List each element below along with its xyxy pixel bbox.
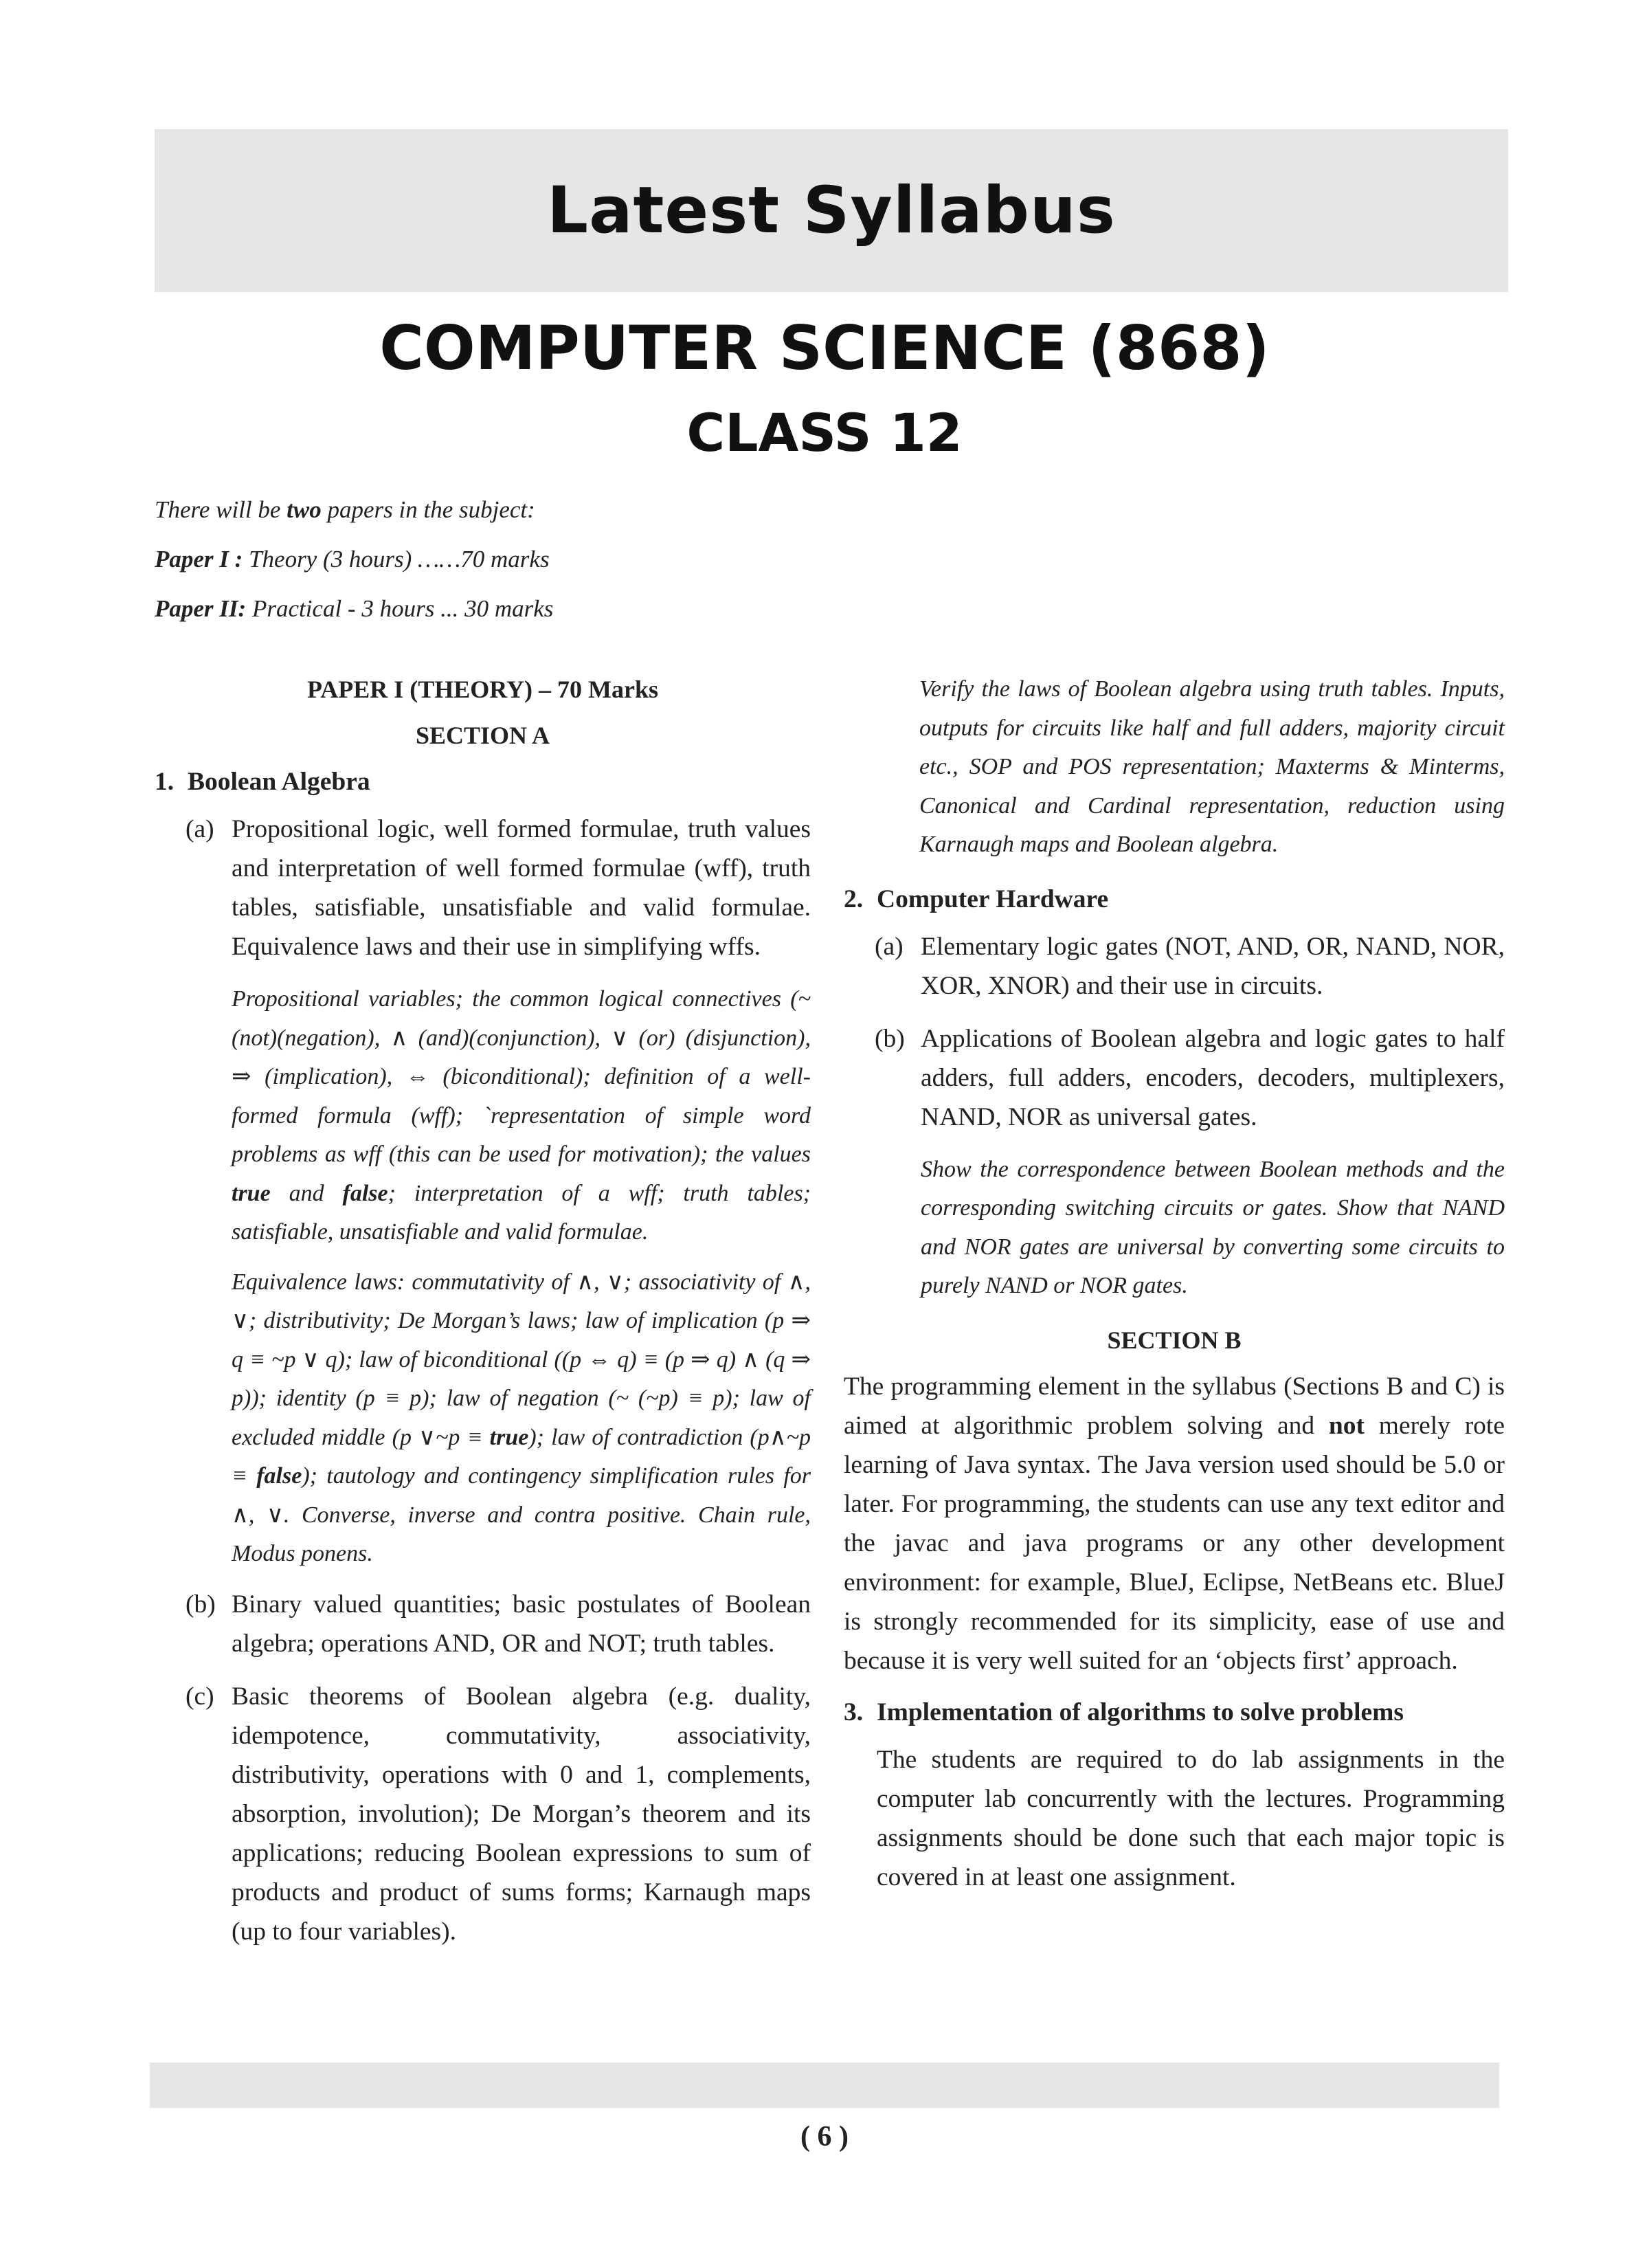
subtopic-label: (b) [186,1590,216,1619]
desc-text: ; interpretation of a wff; truth tables; satisfiable, unsatisfiable and valid formulae. [232,1180,811,1245]
subtopic-a [844,927,1505,1005]
subtopic-text: Binary valued quantities; basic postulates of Boolean algebra; operations AND, OR and NOT; truth tables. [232,1590,811,1658]
subject-title: COMPUTER SCIENCE (868) [379,313,1270,383]
page-number: ( 6 ) [800,2121,849,2153]
paper1-label: Paper I : [155,546,243,572]
paper2-text: Practical - 3 hours ... 30 marks [246,595,554,622]
paper-heading: PAPER I (THEORY) – 70 Marks [306,676,659,703]
right-column [844,670,1505,1897]
topic-title: Implementation of algorithms to solve problems [877,1698,1404,1726]
desc-text: ); law of contradiction (p∧~p ≡ [232,1424,811,1489]
topic-heading [844,1693,1505,1732]
subtopic-label: (a) [875,932,904,961]
header-banner [155,129,1508,292]
intro-bold: two [287,496,322,523]
desc-text: and [270,1180,343,1206]
topic-number: 3. [844,1698,864,1726]
topic-paragraph: The students are required to do lab assignments in the computer lab concurrently with the lectures. Programming assignments should be done such that each major topic is covered in at least one assignment. [877,1745,1505,1891]
section-b-paragraph [844,1367,1505,1680]
subtopic-c [155,1677,811,1951]
subtopic-description [155,1263,811,1574]
subtopic-b [155,1585,811,1663]
topic-title: Computer Hardware [877,885,1109,913]
paper1-text: Theory (3 hours) ……70 marks [243,546,550,572]
intro-text: papers in the subject: [321,496,535,523]
paper2-line [155,592,1508,625]
desc-bold: false [256,1463,302,1489]
desc-bold: true [232,1180,271,1206]
intro-text: There will be [155,496,287,523]
subtopic-a [155,810,811,966]
subtopic-description [155,980,811,1252]
intro-line [155,493,1508,526]
para-text: merely rote learning of Java syntax. The Java version used should be 5.0 or later. For programming, the students can use any text editor and the javac and java programs or any other development environment: for example, BlueJ, Eclipse, NetBeans etc. BlueJ is strongly recommended for its simplicity, ease of use and because it is very well suited for an ‘objects first’ approach. [844,1411,1505,1675]
left-column [155,670,811,1965]
subtopic-description: Verify the laws of Boolean algebra using truth tables. Inputs, outputs for circuits like half and full adders, majority circuit etc., SOP and POS representation; Maxterms & Minterms, Canonical and Cardinal representation, reduction using Karnaugh maps and Boolean algebra. [919,676,1505,857]
intro [155,493,1508,642]
topic-number: 2. [844,885,864,913]
section-b-heading: SECTION B [1107,1326,1242,1354]
topic-heading [155,762,811,801]
subtopic-text: Basic theorems of Boolean algebra (e.g. duality, idempotence, commutativity, associativity, distributivity, operations with 0 and 1, complements, absorption, involution); De Morgan’s theorem and its applications; reducing Boolean expressions to sum of products and product of sums forms; Karnaugh maps (up to four variables). [232,1682,811,1946]
subtopic-text: Applications of Boolean algebra and logic gates to half adders, full adders, encoders, decoders, multiplexers, NAND, NOR as universal gates. [921,1024,1505,1131]
para-text: The programming element in the syllabus (Sections B and C) is aimed at algorithmic problem solving and [844,1372,1505,1440]
banner-title: Latest Syllabus [547,173,1116,248]
subtopic-text: Propositional logic, well formed formulae, truth values and interpretation of well formed formulae (wff), truth tables, satisfiable, unsatisfiable and valid formulae. Equivalence laws and their use in simplifying wffs. [232,815,811,961]
paper1-line [155,543,1508,576]
topic-number: 1. [155,768,175,796]
class-title: CLASS 12 [686,402,963,463]
para-bold: not [1328,1411,1365,1440]
subtopic-label: (a) [186,815,214,843]
desc-text: ); tautology and contingency simplification rules for ∧, ∨. Converse, inverse and contra positive. Chain rule, Modus ponens. [232,1463,811,1566]
desc-text: Propositional variables; the common logical connectives (~ (not)(negation), ∧ (and)(conjunction), ∨ (or) (disjunction), ⇒ (implication), ⇔ (biconditional); definition of a well-formed formula (wff); `representation of simple word problems as wff (this can be used for motivation); the values [232,986,811,1167]
subtopic-b [844,1019,1505,1137]
topic-title: Boolean Algebra [188,768,370,796]
paper2-label: Paper II: [155,595,247,622]
subtopic-label: (b) [875,1024,905,1053]
desc-bold: true [489,1424,529,1450]
section-a-heading: SECTION A [415,722,550,749]
footer-bar [150,2063,1499,2108]
subtopic-label: (c) [186,1682,214,1711]
desc-bold: false [342,1180,388,1206]
topic-heading [844,880,1505,919]
desc-text: Equivalence laws: commutativity of ∧, ∨; associativity of ∧, ∨; distributivity; De Morgan’s laws; law of implication (p ⇒ q ≡ ~p ∨ q); law of biconditional ((p ⇔ q) ≡ (p ⇒ q) ∧ (q ⇒ p)); identity (p ≡ p); law of negation (~ (~p) ≡ p); law of excluded middle (p ∨~p ≡ [232,1269,811,1450]
subtopic-text: Elementary logic gates (NOT, AND, OR, NAND, NOR, XOR, XNOR) and their use in circuits. [921,932,1505,1000]
subtopic-description: Show the correspondence between Boolean methods and the corresponding switching circuits or gates. Show that NAND and NOR gates are universal by converting some circuits to purely NAND or NOR gates. [921,1156,1505,1298]
